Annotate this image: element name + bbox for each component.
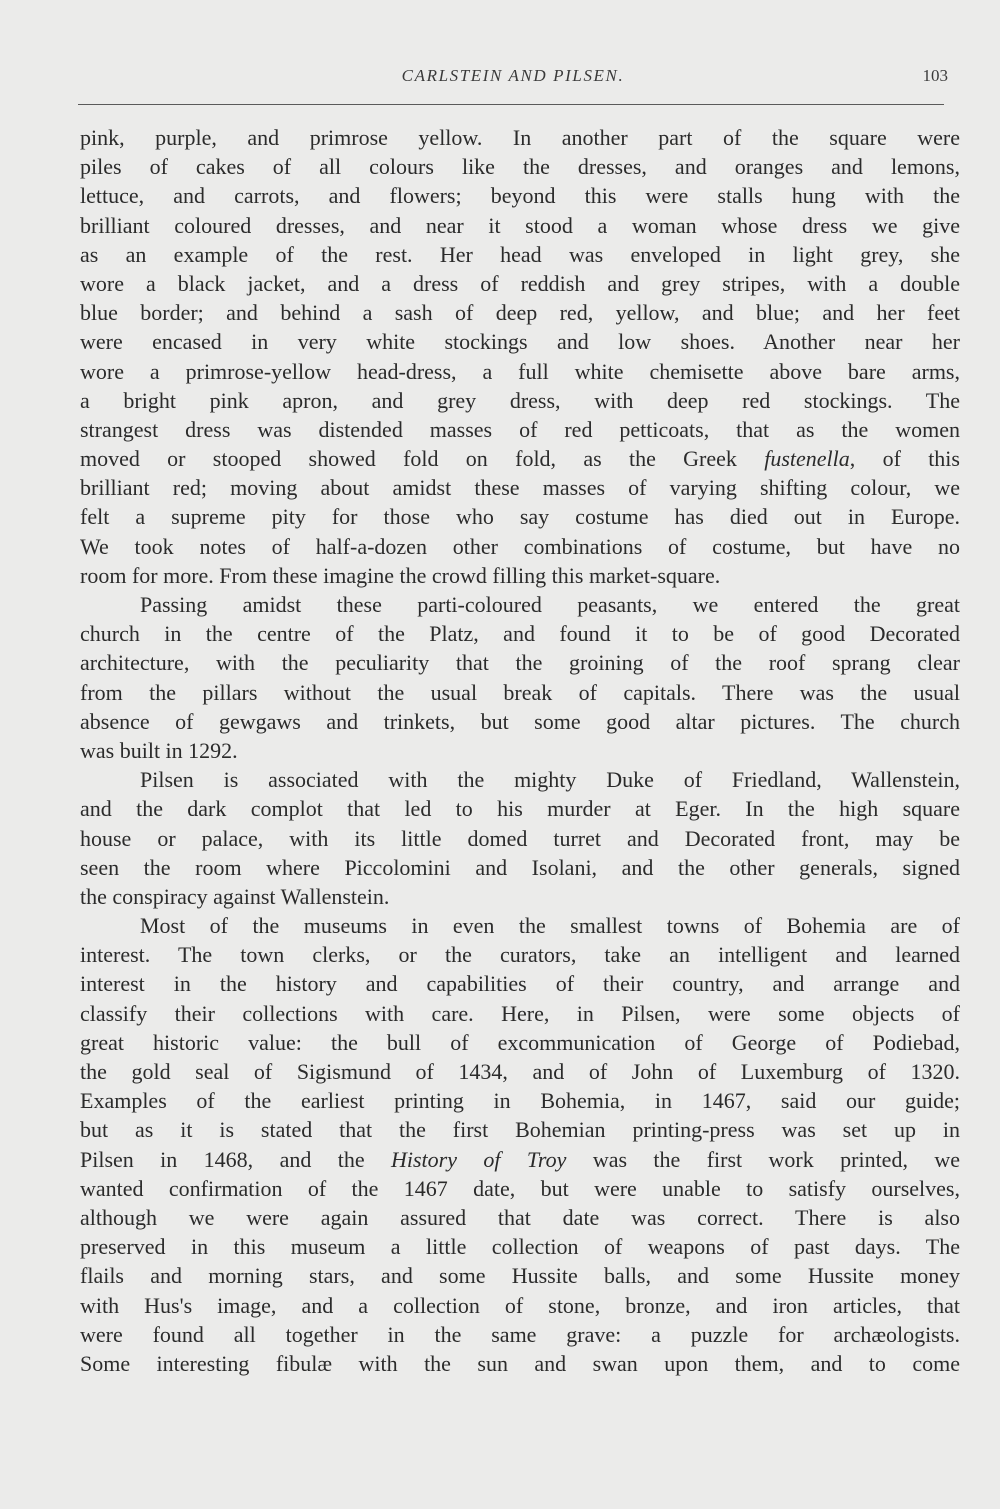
text-line: and the dark complot that led to his murder at Eger. In the high square bbox=[80, 796, 960, 822]
text-line: wanted confirmation of the 1467 date, but were unable to satisfy ourselves, bbox=[80, 1175, 960, 1201]
text-line: the gold seal of Sigismund of 1434, and of John of Luxemburg of 1320. bbox=[80, 1059, 960, 1084]
header-rule bbox=[78, 104, 944, 105]
text-line: Most of the museums in even the smallest towns of Bohemia are of bbox=[140, 913, 960, 939]
text-line: Pilsen in 1468, and the History of Troy was the first work printed, we bbox=[80, 1146, 960, 1172]
text-line: with Hus's image, and a collection of stone, bronze, and iron articles, that bbox=[80, 1292, 960, 1318]
text-line: Some interesting fibulæ with the sun and swan upon them, and to come bbox=[80, 1350, 960, 1376]
text-line: seen the room where Piccolomini and Isolani, and the other generals, signed bbox=[80, 854, 960, 880]
text-line: but as it is stated that the first Bohemian printing-press was set up in bbox=[80, 1117, 960, 1143]
text-line: flails and morning stars, and some Hussite balls, and some Hussite money bbox=[80, 1263, 960, 1289]
text-line: absence of gewgaws and trinkets, but some good altar pictures. The church bbox=[80, 708, 960, 734]
text-line: blue border; and behind a sash of deep red, yellow, and blue; and her feet bbox=[80, 300, 960, 326]
text-line: Pilsen is associated with the mighty Duke of Friedland, Wallenstein, bbox=[140, 767, 960, 793]
text-line: were encased in very white stockings and low shoes. Another near her bbox=[80, 329, 960, 355]
text-line: was built in 1292. bbox=[80, 737, 238, 763]
text-line: wore a black jacket, and a dress of reddish and grey stripes, with a double bbox=[80, 270, 960, 296]
text-line: brilliant coloured dresses, and near it stood a woman whose dress we give bbox=[80, 212, 960, 238]
text-line: lettuce, and carrots, and flowers; beyond this were stalls hung with the bbox=[80, 183, 960, 209]
text-line: from the pillars without the usual break of capitals. There was the usual bbox=[80, 679, 960, 705]
text-line: classify their collections with care. Here, in Pilsen, were some objects of bbox=[80, 1000, 960, 1026]
page-number: 103 bbox=[922, 66, 948, 85]
body-text bbox=[80, 123, 960, 1378]
text-line: house or palace, with its little domed turret and Decorated front, may be bbox=[80, 825, 960, 851]
text-line: room for more. From these imagine the crowd filling this market-square. bbox=[80, 562, 721, 588]
text-line: great historic value: the bull of excommunication of George of Podiebad, bbox=[80, 1029, 960, 1055]
text-line: architecture, with the peculiarity that the groining of the roof sprang clear bbox=[80, 650, 960, 676]
text-line: Examples of the earliest printing in Bohemia, in 1467, said our guide; bbox=[80, 1088, 960, 1114]
text-line: church in the centre of the Platz, and found it to be of good Decorated bbox=[80, 621, 960, 647]
text-line: interest. The town clerks, or the curators, take an intelligent and learned bbox=[80, 942, 960, 968]
text-line: although we were again assured that date was correct. There is also bbox=[80, 1204, 960, 1230]
text-line: piles of cakes of all colours like the dresses, and oranges and lemons, bbox=[80, 154, 960, 180]
text-line: pink, purple, and primrose yellow. In another part of the square were bbox=[80, 125, 960, 150]
text-line: Passing amidst these parti-coloured peasants, we entered the great bbox=[140, 592, 960, 617]
text-line: moved or stooped showed fold on fold, as the Greek fustenella, of this bbox=[80, 446, 960, 472]
text-line: interest in the history and capabilities of their country, and arrange and bbox=[80, 971, 960, 997]
text-line: preserved in this museum a little collection of weapons of past days. The bbox=[80, 1234, 960, 1260]
text-line: felt a supreme pity for those who say costume has died out in Europe. bbox=[80, 504, 960, 530]
running-head-title: CARLSTEIN AND PILSEN. bbox=[401, 66, 625, 85]
text-line: strangest dress was distended masses of red petticoats, that as the women bbox=[80, 416, 960, 442]
text-line: brilliant red; moving about amidst these masses of varying shifting colour, we bbox=[80, 475, 960, 501]
text-line: wore a primrose-yellow head-dress, a full white chemisette above bare arms, bbox=[80, 358, 960, 384]
text-line: a bright pink apron, and grey dress, with deep red stockings. The bbox=[80, 387, 960, 413]
text-line: the conspiracy against Wallenstein. bbox=[80, 883, 390, 909]
running-head bbox=[78, 62, 948, 92]
text-line: were found all together in the same grave: a puzzle for archæologists. bbox=[80, 1321, 960, 1347]
text-line: We took notes of half-a-dozen other combinations of costume, but have no bbox=[80, 533, 960, 559]
text-line: as an example of the rest. Her head was enveloped in light grey, she bbox=[80, 241, 960, 267]
